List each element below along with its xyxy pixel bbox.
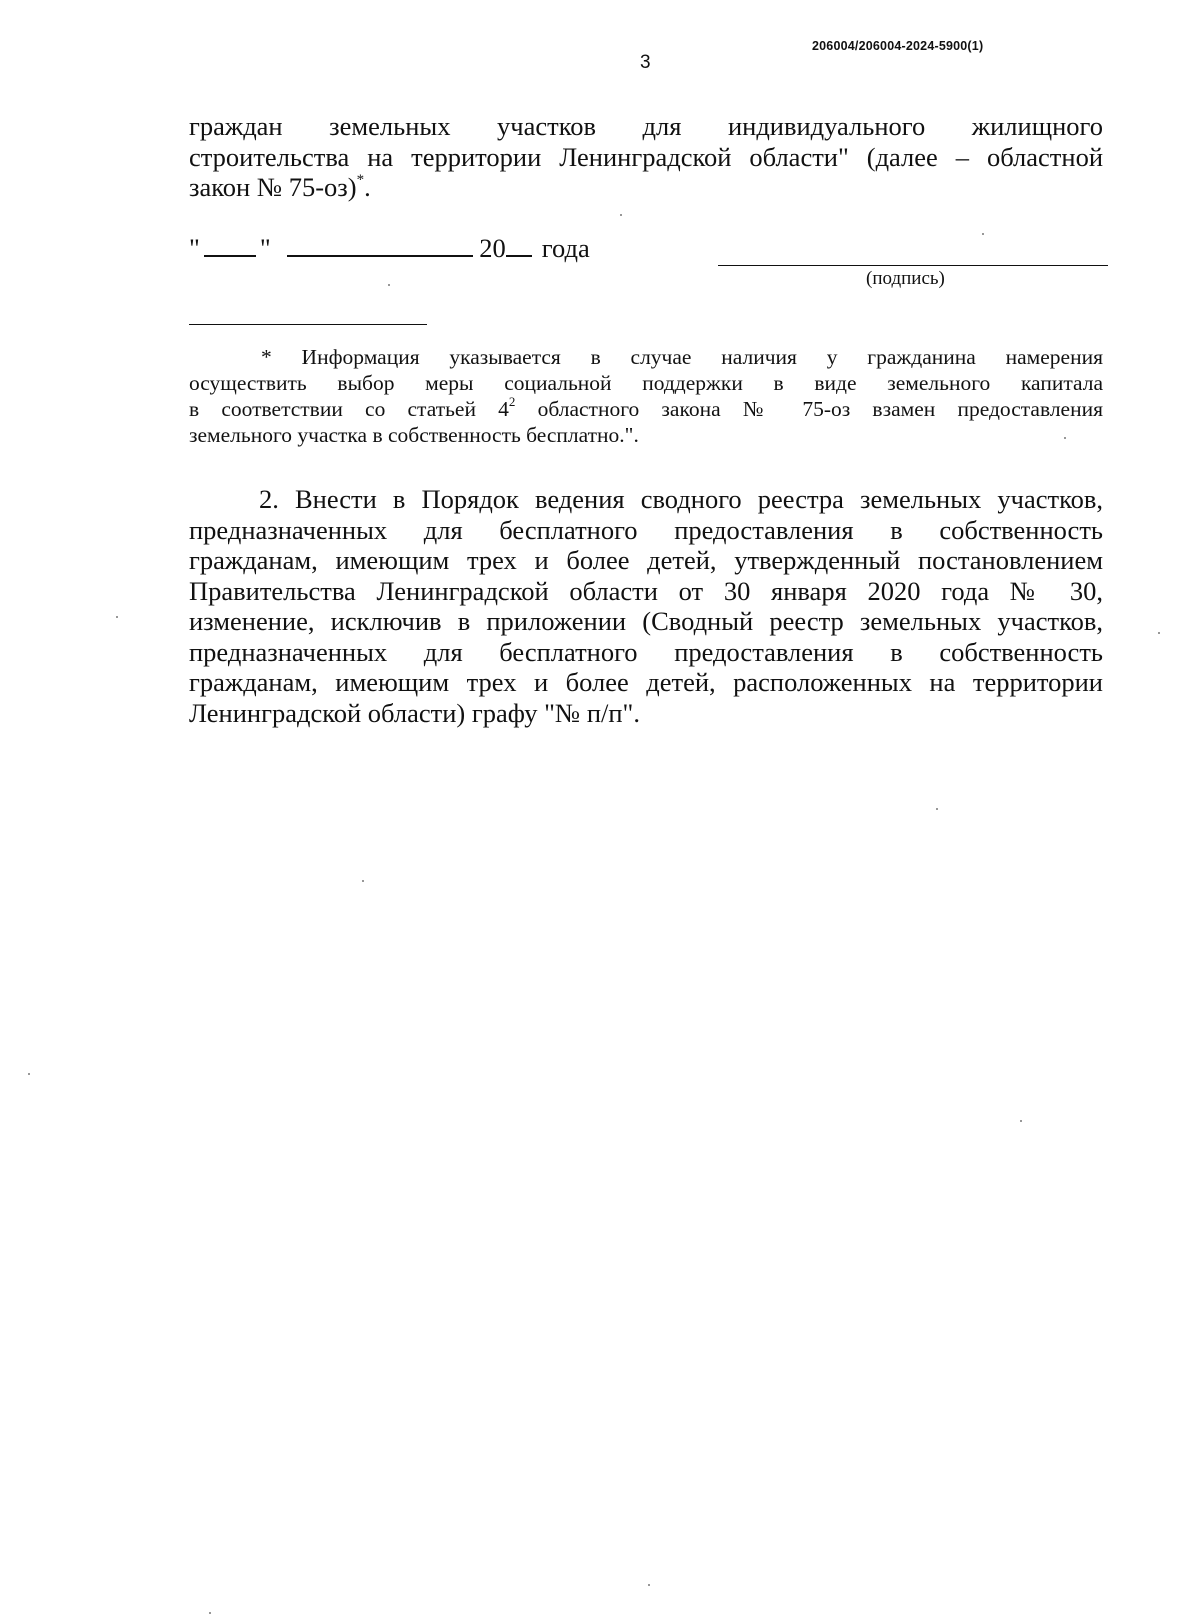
text-fragment: . — [364, 172, 371, 202]
continuation-paragraph — [189, 111, 1103, 203]
text-line: гражданам, имеющим трех и более детей, утвержденный постановлением — [189, 545, 1103, 575]
superscript: 2 — [508, 394, 516, 409]
scan-speck — [1064, 437, 1066, 439]
text-line: предназначенных для бесплатного предоставления в собственность — [189, 636, 1103, 667]
footnote-marker: * — [356, 172, 365, 188]
document-registration-number: 206004/206004-2024-5900(1) — [812, 39, 984, 53]
page-number: 3 — [640, 52, 651, 73]
scan-speck — [620, 214, 622, 216]
year-blank — [506, 233, 532, 257]
footnote-separator — [189, 324, 427, 325]
signature-line — [718, 265, 1108, 266]
scan-speck — [28, 1073, 30, 1075]
text-line: 2. Внести в Порядок ведения сводного реестра земельных участков, — [259, 484, 1103, 514]
scan-speck — [362, 880, 364, 882]
text-fragment: областного закона № 75-оз взамен предоставления — [515, 397, 1103, 421]
year-word: года — [541, 233, 590, 263]
text-line — [189, 172, 1103, 203]
month-blank — [287, 233, 473, 257]
scan-speck — [936, 808, 938, 810]
date-signature-row — [189, 233, 590, 263]
signature-caption: (подпись) — [866, 268, 945, 289]
scan-speck — [1158, 632, 1160, 634]
text-line: гражданам, имеющим трех и более детей, расположенных на территории — [189, 667, 1103, 697]
scan-speck — [648, 1584, 650, 1586]
text-line: Правительства Ленинградской области от 30 января 2020 года № 30, — [189, 575, 1103, 606]
text-fragment: закон № 75-оз) — [189, 172, 357, 202]
footnote — [189, 344, 1103, 448]
day-blank — [204, 233, 256, 257]
scan-speck — [116, 616, 118, 618]
text-line: предназначенных для бесплатного предоставления в собственность — [189, 514, 1103, 545]
text-line: Ленинградской области) графу "№ п/п". — [189, 697, 641, 728]
text-line: изменение, исключив в приложении (Сводный реестр земельных участков, — [189, 606, 1103, 636]
scan-speck — [982, 233, 984, 235]
text-fragment: в соответствии со статьей 4 — [189, 397, 509, 421]
quote-mark: " — [189, 233, 200, 263]
text-line: граждан земельных участков для индивидуального жилищного — [189, 111, 1103, 141]
footnote-line: * Информация указывается в случае наличия у гражданина намерения — [261, 345, 1103, 369]
text-line: строительства на территории Ленинградской области" (далее – областной — [189, 141, 1103, 172]
footnote-line: осуществить выбор меры социальной поддержки в виде земельного капитала — [189, 371, 1103, 395]
year-prefix: 20 — [479, 233, 506, 263]
quote-mark: " — [259, 233, 271, 263]
scan-speck — [388, 284, 390, 286]
paragraph-2 — [189, 484, 1103, 728]
footnote-line — [189, 396, 1103, 422]
scan-speck — [209, 1612, 211, 1614]
scan-speck — [1020, 1120, 1022, 1122]
footnote-line: земельного участка в собственность бесплатно.". — [189, 423, 639, 447]
